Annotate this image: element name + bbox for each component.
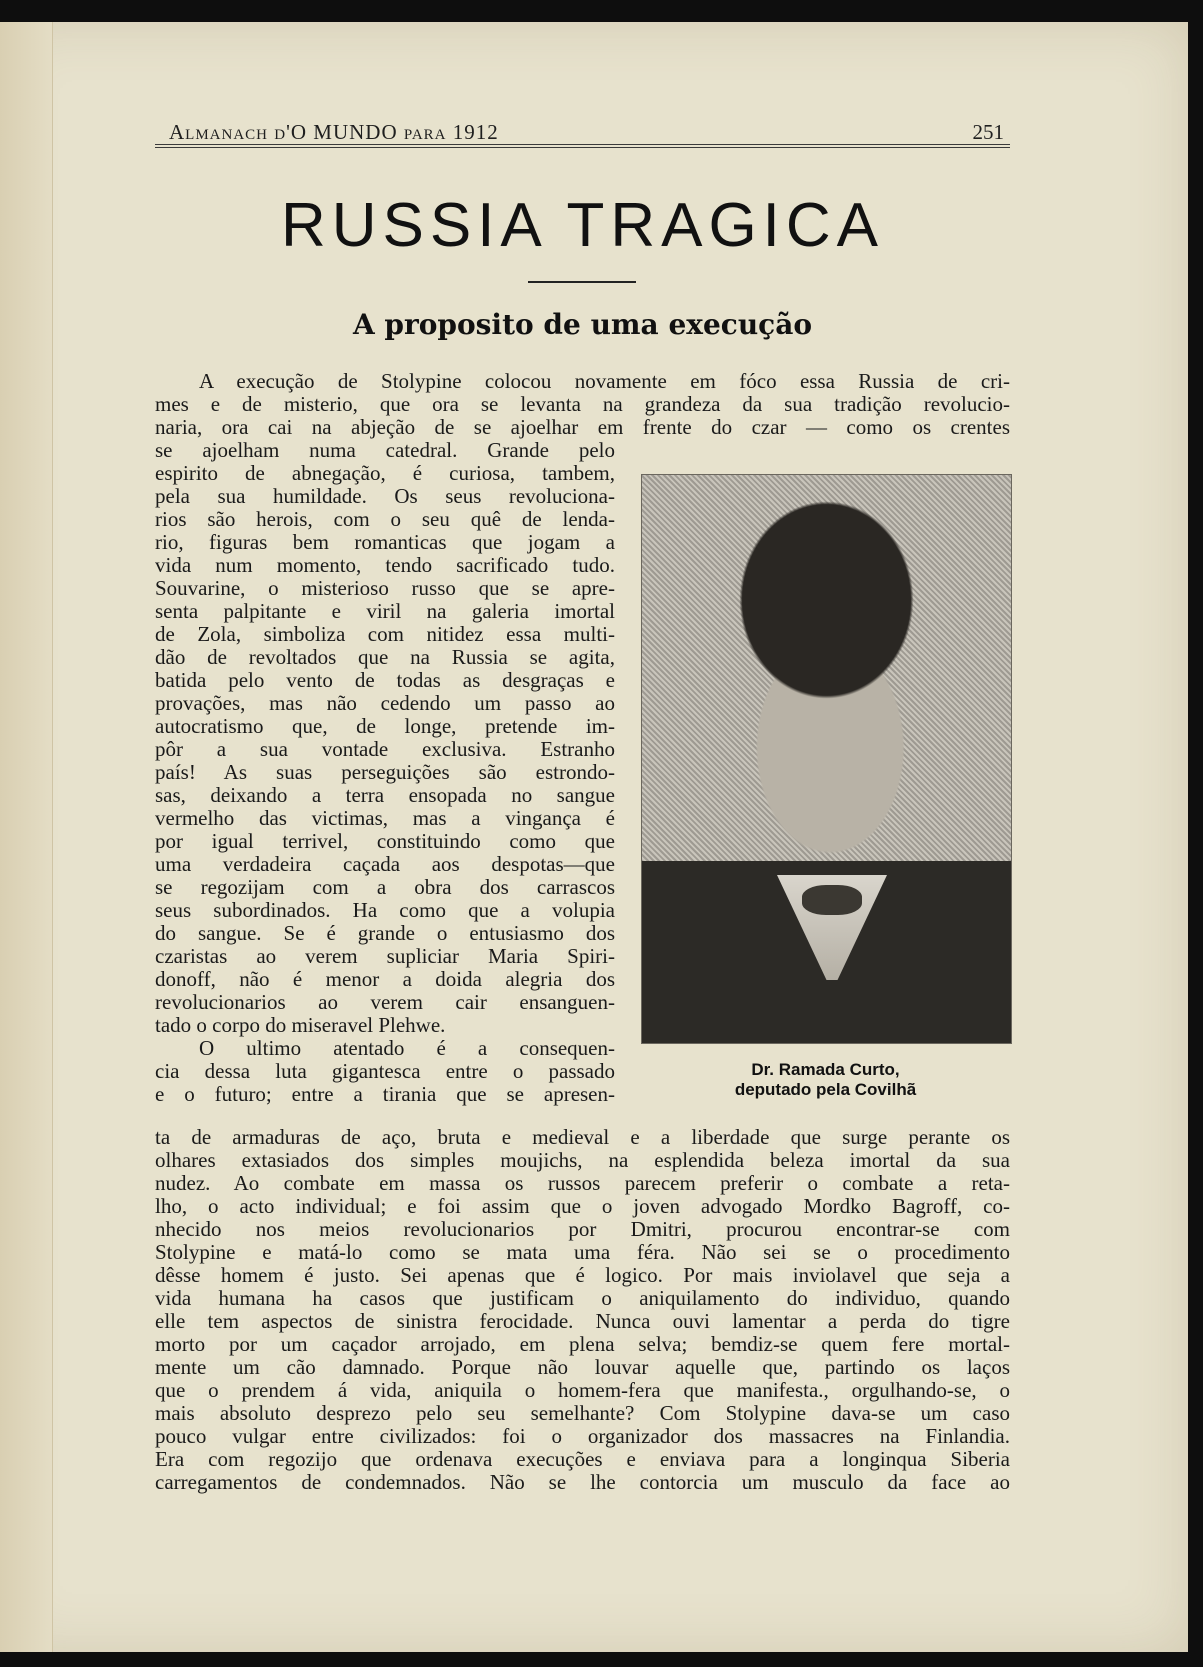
text-line: dão de revoltados que na Russia se agita, [155,646,615,669]
text-line: espirito de abnegação, é curiosa, tambem, [155,462,615,485]
text-line: O ultimo atentado é a consequen- [199,1037,615,1060]
text-line: naria, ora cai na abjeção de se ajoelhar em frente do czar — como os crentes [155,416,1010,439]
text-line: Stolypine e matá-lo como se mata uma féra. Não sei se o procedimento [155,1241,1010,1264]
text-line: seus subordinados. Ha como que a volupia [155,899,615,922]
text-line: do sangue. Se é grande o entusiasmo dos [155,922,615,945]
text-line: nudez. Ao combate em massa os russos parecem preferir o combate a reta- [155,1172,1010,1195]
text-line: rio, figuras bem romanticas que jogam a [155,531,615,554]
text-line: uma verdadeira caçada aos despotas—que [155,853,615,876]
text-line: batida pelo vento de todas as desgraças e [155,669,615,692]
text-line: pouco vulgar entre civilizados: foi o organizador dos massacres na Finlandia. [155,1425,1010,1448]
text-line: mes e de misterio, que ora se levanta na grandeza da sua tradição revolucio- [155,393,1010,416]
text-line: Souvarine, o misterioso russo que se apre- [155,577,615,600]
text-line: que o prendem á vida, aniquila o homem-fera que manifesta., orgulhando-se, o [155,1379,1010,1402]
text-line: se ajoelham numa catedral. Grande pelo [155,439,615,462]
text-line: morto por um caçador arrojado, em plena selva; bemdiz-se quem fere mortal- [155,1333,1010,1356]
text-line: país! As suas perseguições são estrondo- [155,761,615,784]
running-title: Almanach d'O MUNDO para 1912 [169,120,499,144]
portrait-bowtie [802,885,862,915]
text-line: carregamentos de condemnados. Não se lhe contorcia um musculo da face ao [155,1471,1010,1494]
running-header [155,98,1010,148]
text-line: lho, o acto individual; e foi assim que o joven advogado Mordko Bagroff, co- [155,1195,1010,1218]
photo-caption-role: deputado pela Covilhã [734,1080,917,1099]
page-number: 251 [972,120,1004,144]
text-line: vida num momento, tendo sacrificado tudo. [155,554,615,577]
text-line: vermelho das victimas, mas a vingança é [155,807,615,830]
text-line: elle tem aspectos de sinistra ferocidade. Nunca ouvi lamentar a perda do tigre [155,1310,1010,1333]
text-line: tado o corpo do miseravel Plehwe. [155,1014,446,1037]
portrait-photo [641,474,1012,1044]
binding-edge [0,22,53,1652]
photo-caption-name: Dr. Ramada Curto, [751,1060,900,1079]
text-line: pela sua humildade. Os seus revoluciona- [155,485,615,508]
text-line: por igual terrivel, constituindo como que [155,830,615,853]
text-line: rios são herois, com o seu quê de lenda- [155,508,615,531]
text-line: vida humana ha casos que justificam o aniquilamento do individuo, quando [155,1287,1010,1310]
text-line: nhecido nos meios revolucionarios por Dmitri, procurou encontrar-se com [155,1218,1010,1241]
text-line: e o futuro; entre a tirania que se apresen- [155,1083,615,1106]
text-line: senta palpitante e viril na galeria imortal [155,600,615,623]
text-line: autocratismo que, de longe, pretende im- [155,715,615,738]
text-line: de Zola, simboliza com nitidez essa multi- [155,623,615,646]
title-divider [528,281,636,283]
text-line: pôr a sua vontade exclusiva. Estranho [155,738,615,761]
text-line: sas, deixando a terra ensopada no sangue [155,784,615,807]
text-line: dêsse homem é justo. Sei apenas que é logico. Por mais inviolavel que seja a [155,1264,1010,1287]
text-line: olhares extasiados dos simples moujichs, na esplendida beleza imortal da sua [155,1149,1010,1172]
text-line: donoff, não é menor a doida alegria dos [155,968,615,991]
text-line: provações, mas não cedendo um passo ao [155,692,615,715]
text-line: cia dessa luta gigantesca entre o passado [155,1060,615,1083]
text-line: ta de armaduras de aço, bruta e medieval e a liberdade que surge perante os [155,1126,1010,1149]
text-line: A execução de Stolypine colocou novamente em fóco essa Russia de cri- [199,370,1010,393]
text-line: revolucionarios ao verem cair ensanguen- [155,991,615,1014]
text-line: czaristas ao verem supliciar Maria Spiri- [155,945,615,968]
text-line: se regozijam com a obra dos carrascos [155,876,615,899]
text-line: mente um cão damnado. Porque não louvar aquelle que, partindo os laços [155,1356,1010,1379]
text-line: mais absoluto desprezo pelo seu semelhante? Com Stolypine dava-se um caso [155,1402,1010,1425]
article-subtitle: A proposito de uma execução [352,308,813,341]
article-title: RUSSIA TRAGICA [280,191,885,260]
text-line: Era com regozijo que ordenava execuções e enviava para a longinqua Siberia [155,1448,1010,1471]
